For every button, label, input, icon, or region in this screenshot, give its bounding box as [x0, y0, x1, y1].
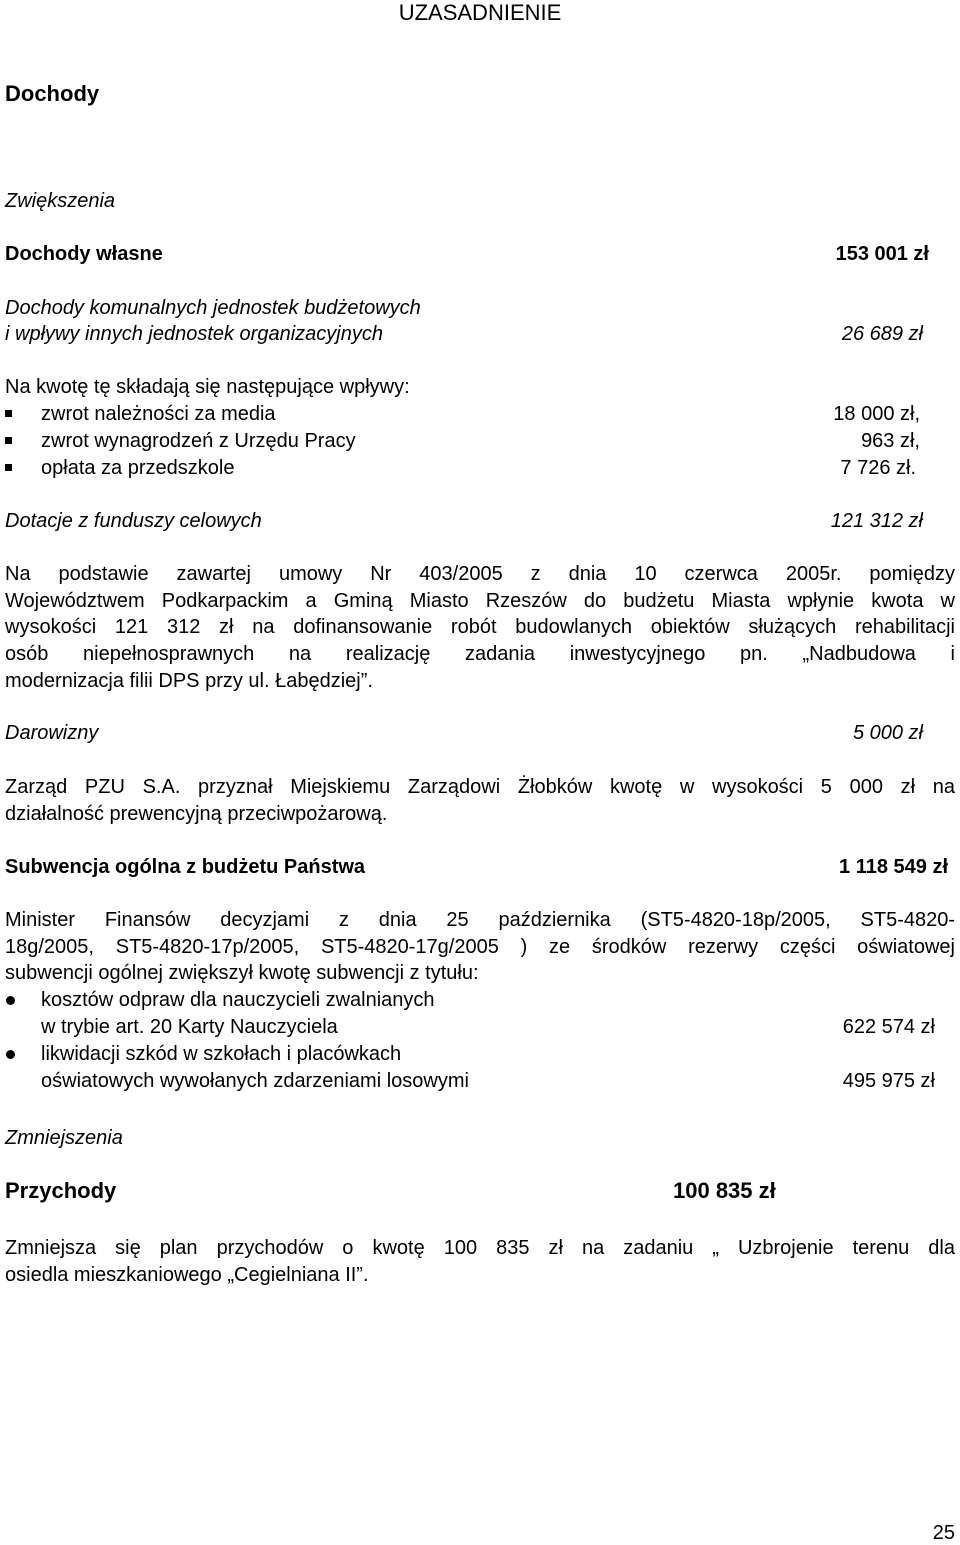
wplyw-item-label: zwrot wynagrodzeń z Urzędu Pracy — [41, 430, 356, 452]
wplywy-intro: Na kwotę tę składają się następujące wpływy: — [5, 376, 410, 398]
przychody-paragraph-line: osiedla mieszkaniowego „Cegielniana II”. — [5, 1264, 369, 1286]
dotacje-label: Dotacje z funduszy celowych — [5, 510, 262, 532]
subheading-zmniejszenia: Zmniejszenia — [5, 1127, 123, 1149]
subwencja-paragraph-line: Minister Finansów decyzjami z dnia 25 października (ST5-4820-18p/2005, ST5-4820- — [5, 909, 955, 931]
dotacje-paragraph-line: Województwem Podkarpackim a Gminą Miasto Rzeszów do budżetu Miasta wpłynie kwota w — [5, 590, 955, 612]
round-bullet-icon — [6, 996, 15, 1005]
darowizny-label: Darowizny — [5, 722, 99, 744]
subwencja-amount: 1 118 549 zł — [839, 856, 948, 878]
round-bullet-icon — [6, 1050, 15, 1059]
wplyw-item-amount: 7 726 zł. — [840, 457, 916, 479]
komunalne-label-line2: i wpływy innych jednostek organizacyjnych — [5, 323, 383, 345]
wplyw-item-amount: 963 zł, — [861, 430, 920, 452]
square-bullet-icon — [5, 464, 12, 471]
square-bullet-icon — [5, 410, 12, 417]
dochody-wlasne-label: Dochody własne — [5, 243, 163, 265]
section-heading-przychody: Przychody — [5, 1178, 117, 1203]
dochody-wlasne-amount: 153 001 zł — [835, 243, 929, 265]
subwencja-item-amount: 495 975 zł — [842, 1070, 935, 1092]
subwencja-paragraph-line: subwencji ogólnej zwiększył kwotę subwencji z tytułu: — [5, 962, 479, 984]
dotacje-paragraph-line: osób niepełnosprawnych na realizację zadania inwestycyjnego pn. „Nadbudowa i — [5, 643, 955, 665]
wplyw-item-amount: 18 000 zł, — [833, 403, 920, 425]
subheading-zwiekszenia: Zwiększenia — [5, 190, 116, 212]
document-title: UZASADNIENIE — [398, 0, 562, 25]
section-heading-dochody: Dochody — [5, 81, 100, 106]
komunalne-label-line1: Dochody komunalnych jednostek budżetowych — [5, 297, 421, 319]
wplyw-item-label: zwrot należności za media — [41, 403, 276, 425]
przychody-amount: 100 835 zł — [673, 1178, 776, 1203]
subwencja-item-amount: 622 574 zł — [842, 1016, 935, 1038]
subwencja-item-line1: kosztów odpraw dla nauczycieli zwalnianych — [41, 989, 435, 1011]
dotacje-paragraph-line: modernizacja filii DPS przy ul. Łabędziej”. — [5, 670, 373, 692]
subwencja-item-line1: likwidacji szkód w szkołach i placówkach — [41, 1043, 402, 1065]
darowizny-paragraph-line: Zarząd PZU S.A. przyznał Miejskiemu Zarządowi Żłobków kwotę w wysokości 5 000 zł na — [5, 776, 955, 798]
wplyw-item-label: opłata za przedszkole — [41, 457, 235, 479]
page-number: 25 — [932, 1522, 955, 1544]
komunalne-amount: 26 689 zł — [841, 323, 923, 345]
dotacje-paragraph-line: wysokości 121 312 zł na dofinansowanie robót budowlanych obiektów służących rehabilitacji — [5, 616, 955, 638]
darowizny-paragraph-line: działalność prewencyjną przeciwpożarową. — [5, 803, 388, 825]
subwencja-label: Subwencja ogólna z budżetu Państwa — [5, 856, 366, 878]
subwencja-item-line2: w trybie art. 20 Karty Nauczyciela — [41, 1016, 338, 1038]
square-bullet-icon — [5, 437, 12, 444]
dotacje-paragraph-line: Na podstawie zawartej umowy Nr 403/2005 z dnia 10 czerwca 2005r. pomiędzy — [5, 563, 955, 585]
dotacje-amount: 121 312 zł — [830, 510, 923, 532]
subwencja-item-line2: oświatowych wywołanych zdarzeniami losowymi — [41, 1070, 469, 1092]
przychody-paragraph-line: Zmniejsza się plan przychodów o kwotę 100 835 zł na zadaniu „ Uzbrojenie terenu dla — [5, 1237, 955, 1259]
subwencja-paragraph-line: 18g/2005, ST5-4820-17p/2005, ST5-4820-17g/2005 ) ze środków rezerwy części oświatowej — [5, 936, 955, 958]
darowizny-amount: 5 000 zł — [852, 722, 923, 744]
